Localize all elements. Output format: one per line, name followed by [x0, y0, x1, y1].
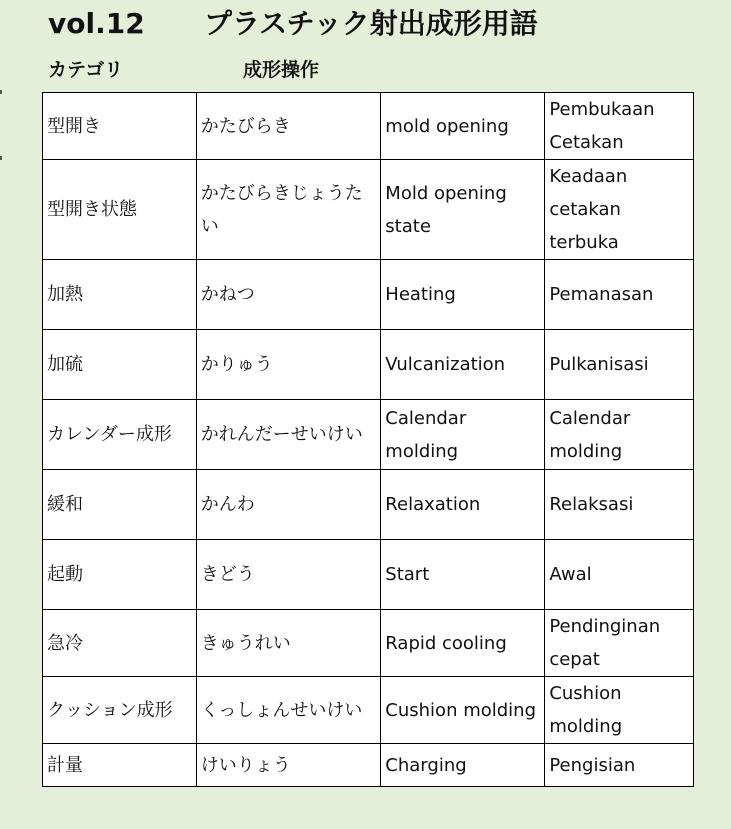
table-row: [43, 160, 694, 260]
term-japanese: カレンダー成形: [43, 400, 197, 470]
term-english: Relaxation: [381, 470, 545, 540]
page-title: プラスチック射出成形用語: [204, 7, 538, 40]
term-english: Heating: [381, 260, 545, 330]
term-english: Vulcanization: [381, 330, 545, 400]
term-indonesian: Cushion molding: [545, 677, 694, 744]
term-indonesian: Awal: [545, 540, 694, 610]
term-japanese: 加熱: [43, 260, 197, 330]
category-line: [48, 56, 319, 84]
table-row: [43, 260, 694, 330]
term-english: Charging: [381, 744, 545, 787]
term-indonesian: Pulkanisasi: [545, 330, 694, 400]
term-japanese: 緩和: [43, 470, 197, 540]
category-label: カテゴリ: [48, 59, 124, 81]
table-row: [43, 330, 694, 400]
term-reading: かたびらきじょうたい: [196, 160, 381, 260]
term-reading: くっしょんせいけい: [196, 677, 381, 744]
table-row: [43, 540, 694, 610]
term-english: Start: [381, 540, 545, 610]
term-english: Rapid cooling: [381, 610, 545, 677]
term-indonesian: Pengisian: [545, 744, 694, 787]
term-indonesian: Calendar molding: [545, 400, 694, 470]
term-japanese: 加硫: [43, 330, 197, 400]
term-english: mold opening: [381, 93, 545, 160]
table-row: [43, 610, 694, 677]
term-reading: きどう: [196, 540, 381, 610]
term-indonesian: Relaksasi: [545, 470, 694, 540]
term-japanese: 急冷: [43, 610, 197, 677]
table-row: [43, 470, 694, 540]
term-reading: かんわ: [196, 470, 381, 540]
table-row: [43, 400, 694, 470]
term-reading: かれんだーせいけい: [196, 400, 381, 470]
term-reading: かねつ: [196, 260, 381, 330]
term-reading: きゅうれい: [196, 610, 381, 677]
term-reading: かりゅう: [196, 330, 381, 400]
table-row: [43, 93, 694, 160]
term-japanese: 型開き: [43, 93, 197, 160]
term-japanese: 計量: [43, 744, 197, 787]
term-japanese: クッション成形: [43, 677, 197, 744]
table-row: [43, 744, 694, 787]
glossary-table: [42, 92, 694, 787]
term-reading: けいりょう: [196, 744, 381, 787]
term-english: Mold opening state: [381, 160, 545, 260]
term-indonesian: Pembukaan Cetakan: [545, 93, 694, 160]
category-value: 成形操作: [243, 59, 320, 81]
term-japanese: 起動: [43, 540, 197, 610]
term-indonesian: Pendinginan cepat: [545, 610, 694, 677]
table-row: [43, 677, 694, 744]
term-indonesian: Keadaan cetakan terbuka: [545, 160, 694, 260]
left-edge-mark: [0, 90, 2, 94]
term-indonesian: Pemanasan: [545, 260, 694, 330]
term-english: Cushion molding: [381, 677, 545, 744]
term-japanese: 型開き状態: [43, 160, 197, 260]
volume-label: vol.12: [48, 7, 145, 40]
term-english: Calendar molding: [381, 400, 545, 470]
left-edge-mark: [0, 156, 2, 160]
page-header: [48, 6, 538, 42]
term-reading: かたびらき: [196, 93, 381, 160]
